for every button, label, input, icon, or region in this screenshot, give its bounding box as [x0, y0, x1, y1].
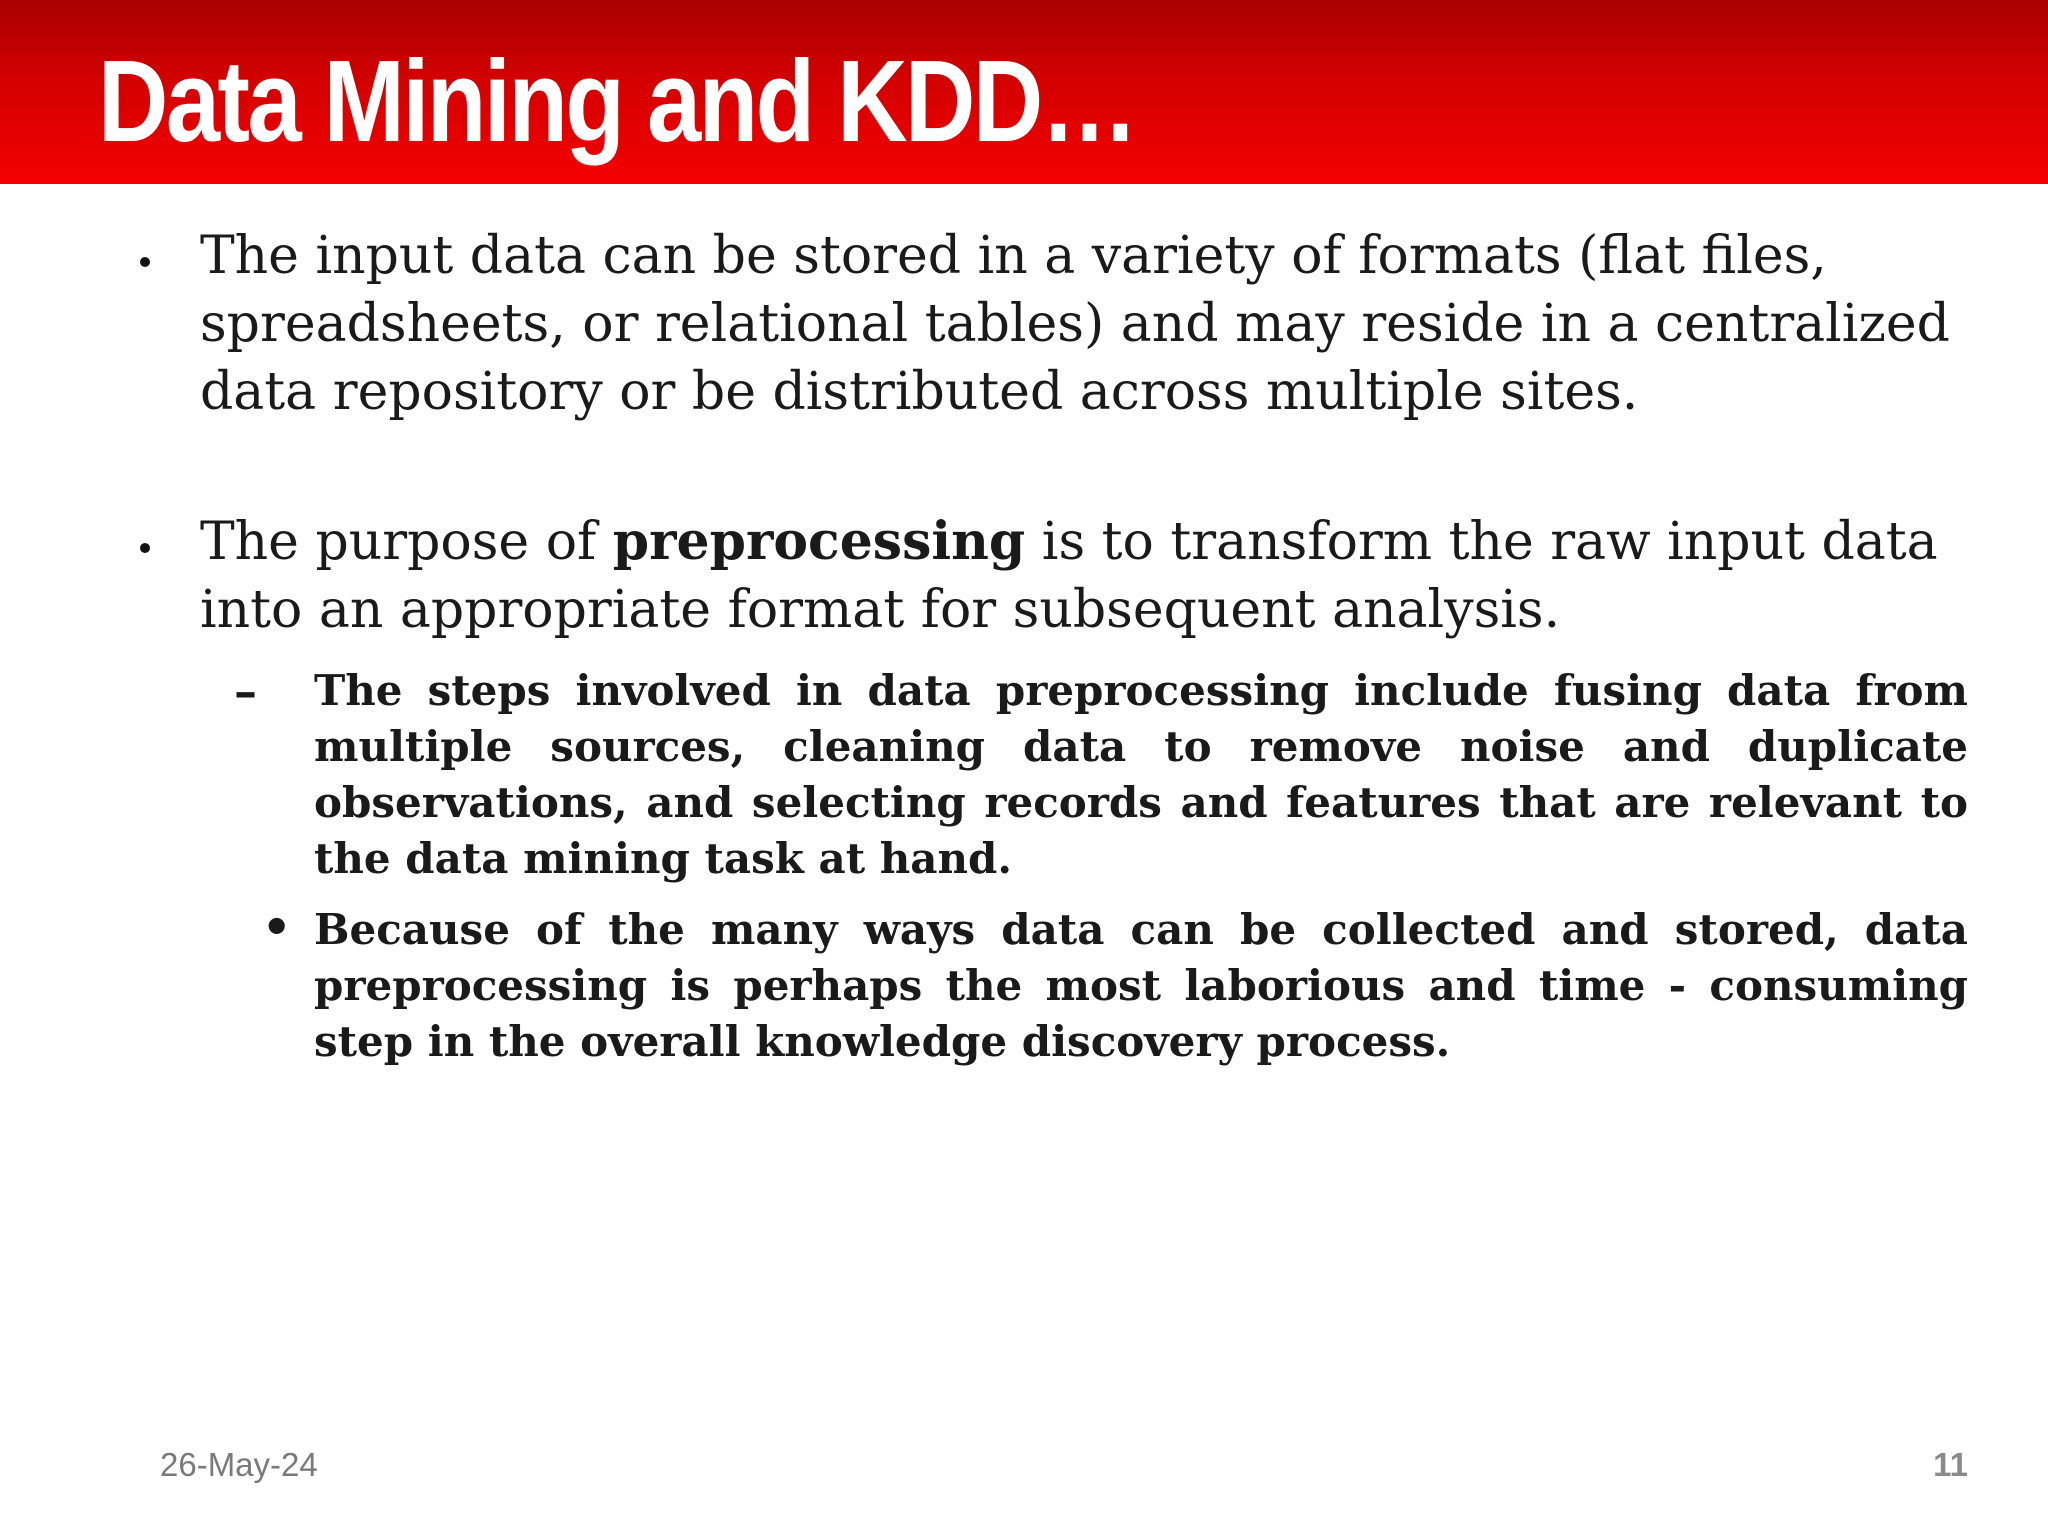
- dash-marker-icon: –: [234, 664, 257, 718]
- sub-item-text: Because of the many ways data can be collected and stored, data preprocessing is perhaps the most laborious and time - consuming step in the overall knowledge discovery process.: [314, 905, 1968, 1066]
- sub-item-text: The steps involved in data preprocessing include fusing data from multiple sources, cleaning data to remove noise and duplicate observations, and selecting records and features that are relevant to the data mining task at hand.: [314, 666, 1968, 883]
- bullet-text-lead: The purpose of: [200, 512, 613, 572]
- sub-bullet-icon: •: [262, 900, 292, 954]
- bullet-text: The input data can be stored in a variety of formats (flat files, spreadsheets, or relational tables) and may reside in a centralized data repository or be distributed across multiple sites.: [200, 226, 1950, 422]
- bullet-dot-icon: [140, 257, 150, 267]
- bullet-dot-icon: [140, 543, 150, 553]
- bullet-text-tail: is to transform the raw input data into an appropriate format for subsequent analysis.: [200, 512, 1938, 640]
- bullet-text: [200, 508, 1970, 644]
- page-number: 11: [1933, 1446, 1968, 1483]
- bullet-keyword: preprocessing: [612, 511, 1026, 572]
- slide-title: Data Mining and KDD…: [98, 36, 1136, 166]
- footer-date: 26-May-24: [160, 1446, 318, 1483]
